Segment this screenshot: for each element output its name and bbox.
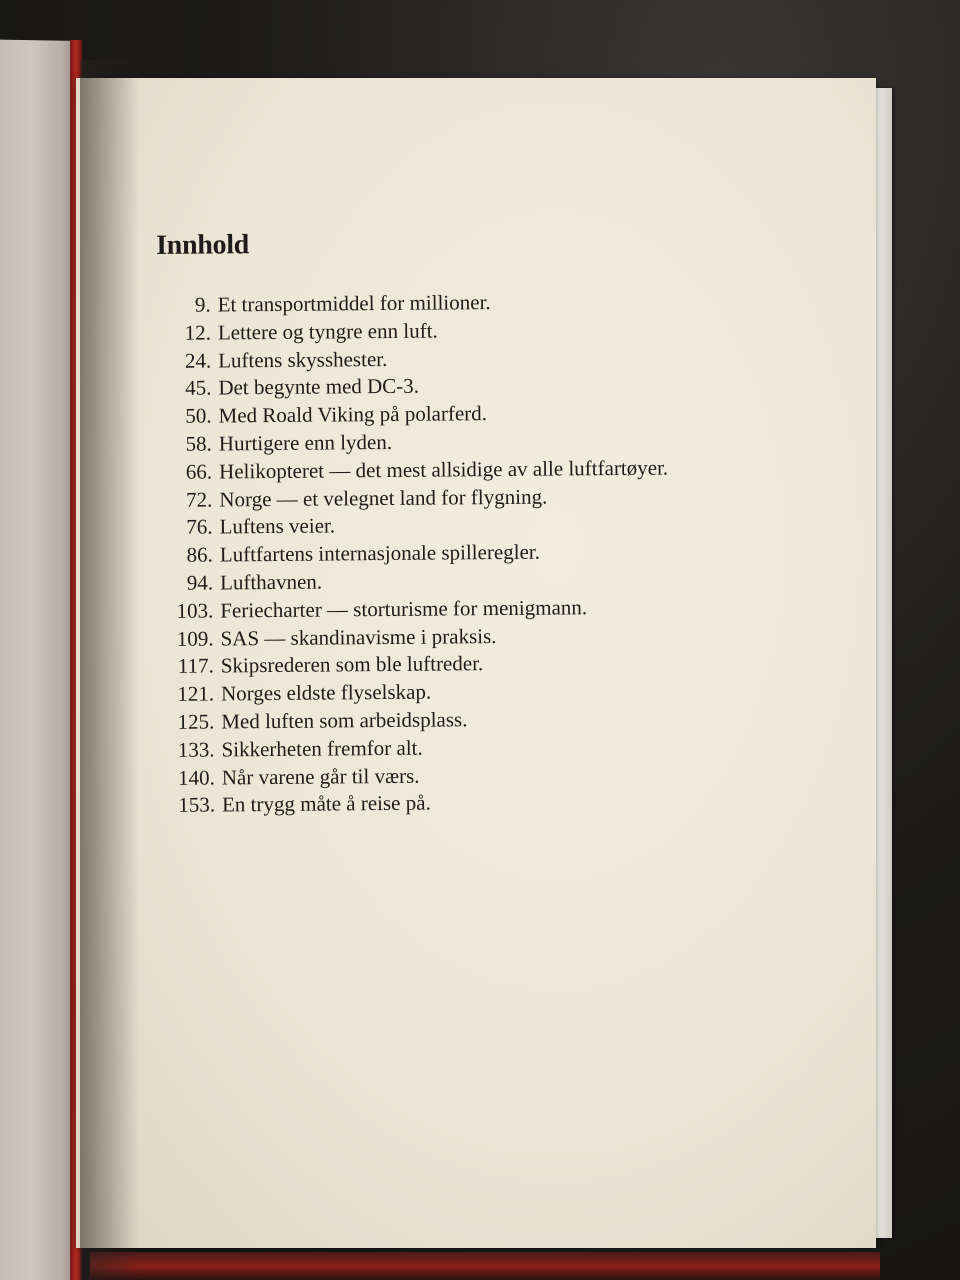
toc-page-number: 125. bbox=[177, 709, 215, 734]
toc-chapter-title: Luftens veier. bbox=[219, 513, 336, 539]
toc-page-number: 103. bbox=[176, 598, 214, 623]
toc-chapter-title: Sikkerheten fremfor alt. bbox=[221, 735, 423, 762]
toc-entry bbox=[161, 786, 881, 820]
toc-page-number: 117. bbox=[177, 653, 214, 679]
toc-page-number: 24. bbox=[184, 348, 212, 373]
toc-chapter-title: Helikopteret — det mest allsidige av alle luftfartøyer. bbox=[219, 455, 669, 484]
toc-page-number: 76. bbox=[186, 514, 213, 540]
toc-chapter-title: Lettere og tyngre enn luft. bbox=[217, 318, 438, 345]
toc-page-number: 50. bbox=[185, 403, 212, 428]
toc-page-number: 94. bbox=[186, 570, 214, 595]
book-page bbox=[76, 78, 876, 1248]
toc-list bbox=[157, 286, 882, 820]
toc-chapter-title: En trygg måte å reise på. bbox=[221, 790, 431, 817]
toc-chapter-title: Hurtigere enn lyden. bbox=[218, 429, 393, 456]
toc-page-number: 86. bbox=[186, 542, 213, 567]
toc-page-number: 58. bbox=[185, 431, 212, 456]
toc-title: Innhold bbox=[156, 229, 250, 261]
toc-chapter-title: Feriecharter — storturisme for menigmann. bbox=[220, 595, 588, 623]
toc-chapter-title: Skipsrederen som ble luftreder. bbox=[220, 651, 484, 678]
toc-page-number: 109. bbox=[176, 626, 214, 651]
toc-chapter-title: Norges eldste flyselskap. bbox=[220, 679, 432, 706]
toc-page-number: 66. bbox=[185, 459, 213, 484]
toc-chapter-title: SAS — skandinavisme i praksis. bbox=[220, 623, 497, 651]
toc-page-number: 121. bbox=[177, 681, 215, 706]
table-of-contents bbox=[156, 224, 881, 820]
toc-chapter-title: Med luften som arbeidsplass. bbox=[221, 707, 468, 734]
toc-chapter-title: Et transportmiddel for millioner. bbox=[217, 290, 491, 317]
toc-chapter-title: Luftens skysshester. bbox=[218, 346, 388, 373]
toc-chapter-title: Med Roald Viking på polarferd. bbox=[218, 401, 488, 428]
toc-page-number: 12. bbox=[184, 320, 211, 345]
toc-chapter-title: Når varene går til værs. bbox=[221, 763, 420, 789]
toc-chapter-title: Det begynte med DC-3. bbox=[218, 374, 420, 400]
toc-page-number: 153. bbox=[178, 792, 216, 818]
toc-chapter-title: Luftfartens internasjonale spilleregler. bbox=[219, 539, 541, 567]
toc-chapter-title: Lufthavnen. bbox=[219, 569, 323, 595]
toc-page-number: 140. bbox=[177, 765, 215, 790]
spine-shadow bbox=[80, 60, 140, 1280]
book-cover-bottom bbox=[90, 1252, 880, 1280]
toc-page-number: 72. bbox=[185, 487, 213, 512]
toc-page-number: 9. bbox=[194, 292, 211, 317]
toc-page-number: 45. bbox=[185, 375, 212, 401]
toc-chapter-title: Norge — et velegnet land for flygning. bbox=[219, 484, 548, 512]
toc-page-number: 133. bbox=[177, 737, 215, 762]
